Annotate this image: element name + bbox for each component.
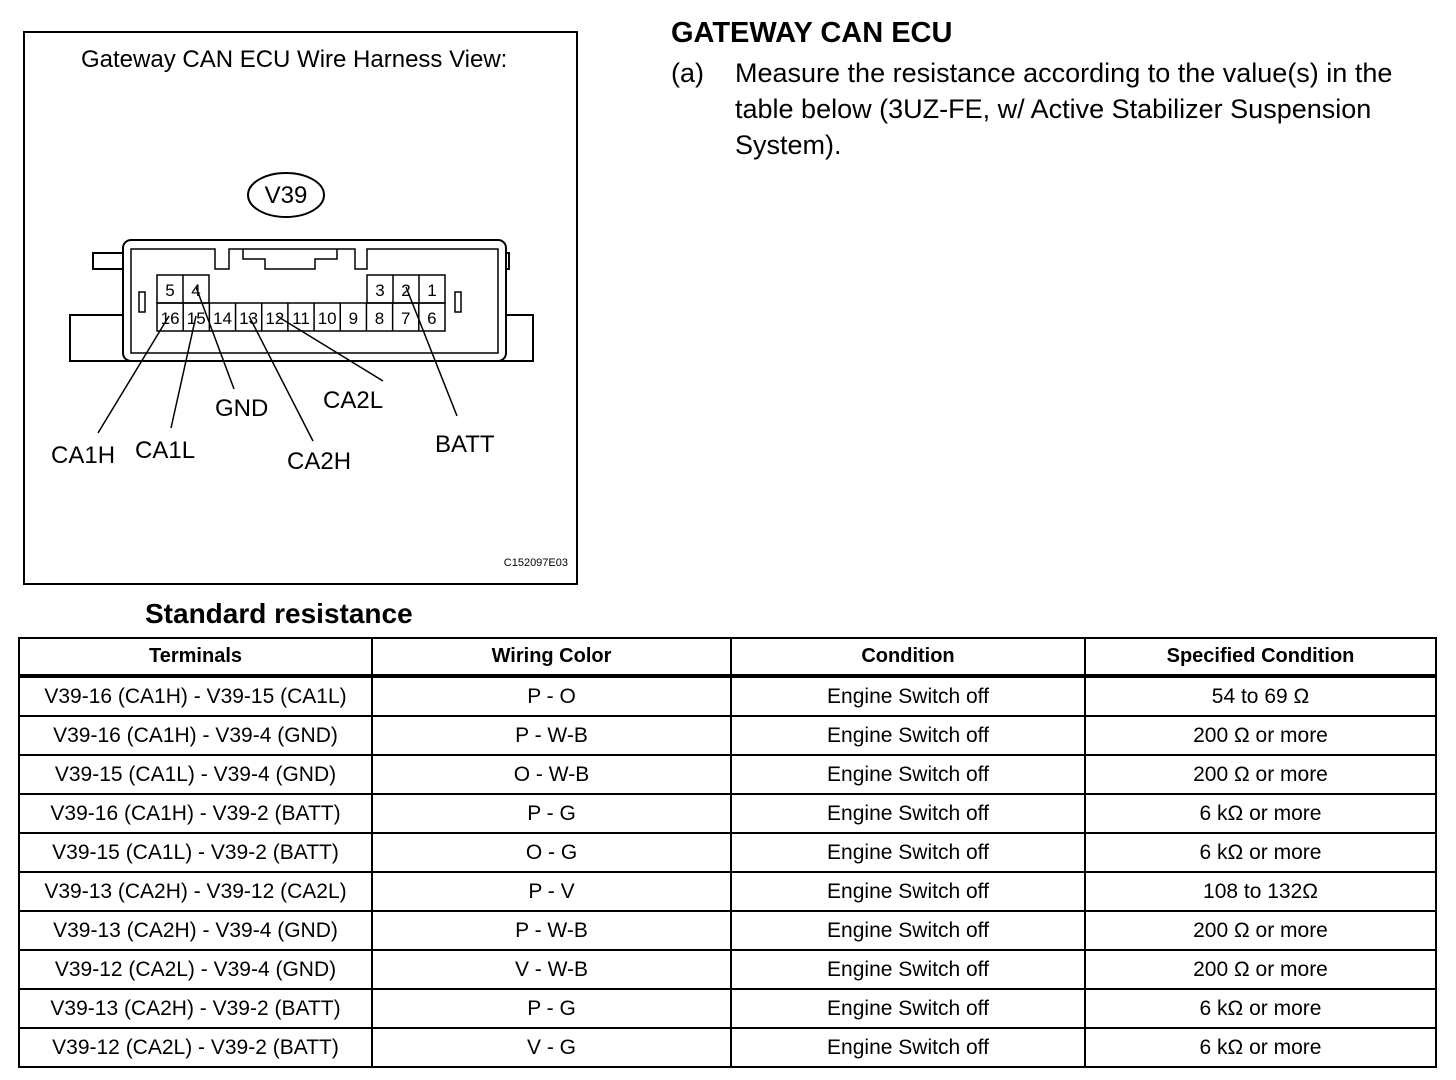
callout-gnd: GND (215, 395, 269, 422)
section-title: GATEWAY CAN ECU (671, 17, 953, 49)
cell-condition: Engine Switch off (731, 794, 1085, 833)
cell-condition: Engine Switch off (731, 1028, 1085, 1067)
cell-terminals: V39-15 (CA1L) - V39-2 (BATT) (19, 833, 372, 872)
cell-specified-condition: 200 Ω or more (1085, 716, 1436, 755)
cell-specified-condition: 6 kΩ or more (1085, 1028, 1436, 1067)
callout-ca2l: CA2L (323, 387, 384, 414)
table-row (19, 716, 1436, 755)
connector-id-label: V39 (264, 182, 308, 209)
table-row (19, 911, 1436, 950)
cell-condition: Engine Switch off (731, 755, 1085, 794)
table-row (19, 950, 1436, 989)
cell-terminals: V39-15 (CA1L) - V39-4 (GND) (19, 755, 372, 794)
step-text: Measure the resistance according to the value(s) in the table below (3UZ-FE, w/ Active Stabilizer Suspension System). (735, 58, 1393, 160)
terminal-number: 8 (374, 309, 385, 328)
cell-terminals: V39-12 (CA2L) - V39-2 (BATT) (19, 1028, 372, 1067)
table-header-row (19, 638, 1436, 676)
terminal-numbers-top-right (375, 281, 436, 300)
terminal-number: 12 (265, 309, 285, 328)
table-row (19, 676, 1436, 716)
cell-wiring-color: V - G (372, 1028, 731, 1067)
terminal-number: 6 (427, 309, 437, 328)
terminal-number: 4 (191, 281, 201, 300)
header-specified-condition: Specified Condition (1085, 638, 1436, 676)
terminal-number: 14 (212, 309, 232, 328)
table-row (19, 1028, 1436, 1067)
cell-specified-condition: 54 to 69 Ω (1085, 676, 1436, 716)
cell-specified-condition: 200 Ω or more (1085, 950, 1436, 989)
wire-harness-figure (23, 31, 578, 585)
cell-terminals: V39-16 (CA1H) - V39-4 (GND) (19, 716, 372, 755)
cell-terminals: V39-16 (CA1H) - V39-2 (BATT) (19, 794, 372, 833)
table-row (19, 755, 1436, 794)
table-title: Standard resistance (145, 598, 413, 629)
cell-wiring-color: P - G (372, 989, 731, 1028)
figure-title: Gateway CAN ECU Wire Harness View: (81, 46, 508, 73)
terminal-number: 16 (160, 309, 180, 328)
cell-condition: Engine Switch off (731, 716, 1085, 755)
cell-condition: Engine Switch off (731, 676, 1085, 716)
terminal-number: 10 (317, 309, 337, 328)
terminal-number: 5 (165, 281, 175, 300)
cell-wiring-color: P - V (372, 872, 731, 911)
cell-specified-condition: 6 kΩ or more (1085, 989, 1436, 1028)
cell-condition: Engine Switch off (731, 989, 1085, 1028)
cell-specified-condition: 6 kΩ or more (1085, 833, 1436, 872)
cell-wiring-color: O - W-B (372, 755, 731, 794)
cell-specified-condition: 6 kΩ or more (1085, 794, 1436, 833)
cell-condition: Engine Switch off (731, 911, 1085, 950)
terminal-number: 9 (348, 309, 359, 328)
cell-wiring-color: P - G (372, 794, 731, 833)
cell-wiring-color: P - W-B (372, 716, 731, 755)
callout-batt: BATT (435, 431, 495, 458)
figure-code: C152097E03 (503, 557, 568, 569)
terminal-number: 1 (427, 281, 437, 300)
terminal-number: 11 (292, 309, 310, 328)
header-wiring-color: Wiring Color (372, 638, 731, 676)
cell-specified-condition: 200 Ω or more (1085, 911, 1436, 950)
cell-condition: Engine Switch off (731, 833, 1085, 872)
connector-diagram (25, 33, 576, 583)
cell-condition: Engine Switch off (731, 950, 1085, 989)
cell-wiring-color: P - O (372, 676, 731, 716)
cell-wiring-color: O - G (372, 833, 731, 872)
cell-condition: Engine Switch off (731, 872, 1085, 911)
callout-ca1h: CA1H (51, 442, 116, 469)
cell-wiring-color: V - W-B (372, 950, 731, 989)
table-row (19, 794, 1436, 833)
cell-terminals: V39-13 (CA2H) - V39-12 (CA2L) (19, 872, 372, 911)
cell-terminals: V39-13 (CA2H) - V39-2 (BATT) (19, 989, 372, 1028)
header-condition: Condition (731, 638, 1085, 676)
terminal-number: 13 (239, 309, 259, 328)
cell-terminals: V39-13 (CA2H) - V39-4 (GND) (19, 911, 372, 950)
terminal-number: 2 (401, 281, 411, 300)
callout-ca1l: CA1L (135, 437, 196, 464)
table-row (19, 872, 1436, 911)
step-label: (a) (671, 58, 704, 88)
terminal-number: 7 (400, 309, 411, 328)
terminal-number: 3 (375, 281, 385, 300)
cell-wiring-color: P - W-B (372, 911, 731, 950)
resistance-table (18, 637, 1437, 1068)
header-terminals: Terminals (19, 638, 372, 676)
callout-ca2h: CA2H (287, 448, 352, 475)
table-row (19, 989, 1436, 1028)
terminal-number: 15 (186, 309, 206, 328)
cell-specified-condition: 108 to 132Ω (1085, 872, 1436, 911)
table-row (19, 833, 1436, 872)
cell-terminals: V39-16 (CA1H) - V39-15 (CA1L) (19, 676, 372, 716)
cell-terminals: V39-12 (CA2L) - V39-4 (GND) (19, 950, 372, 989)
cell-specified-condition: 200 Ω or more (1085, 755, 1436, 794)
